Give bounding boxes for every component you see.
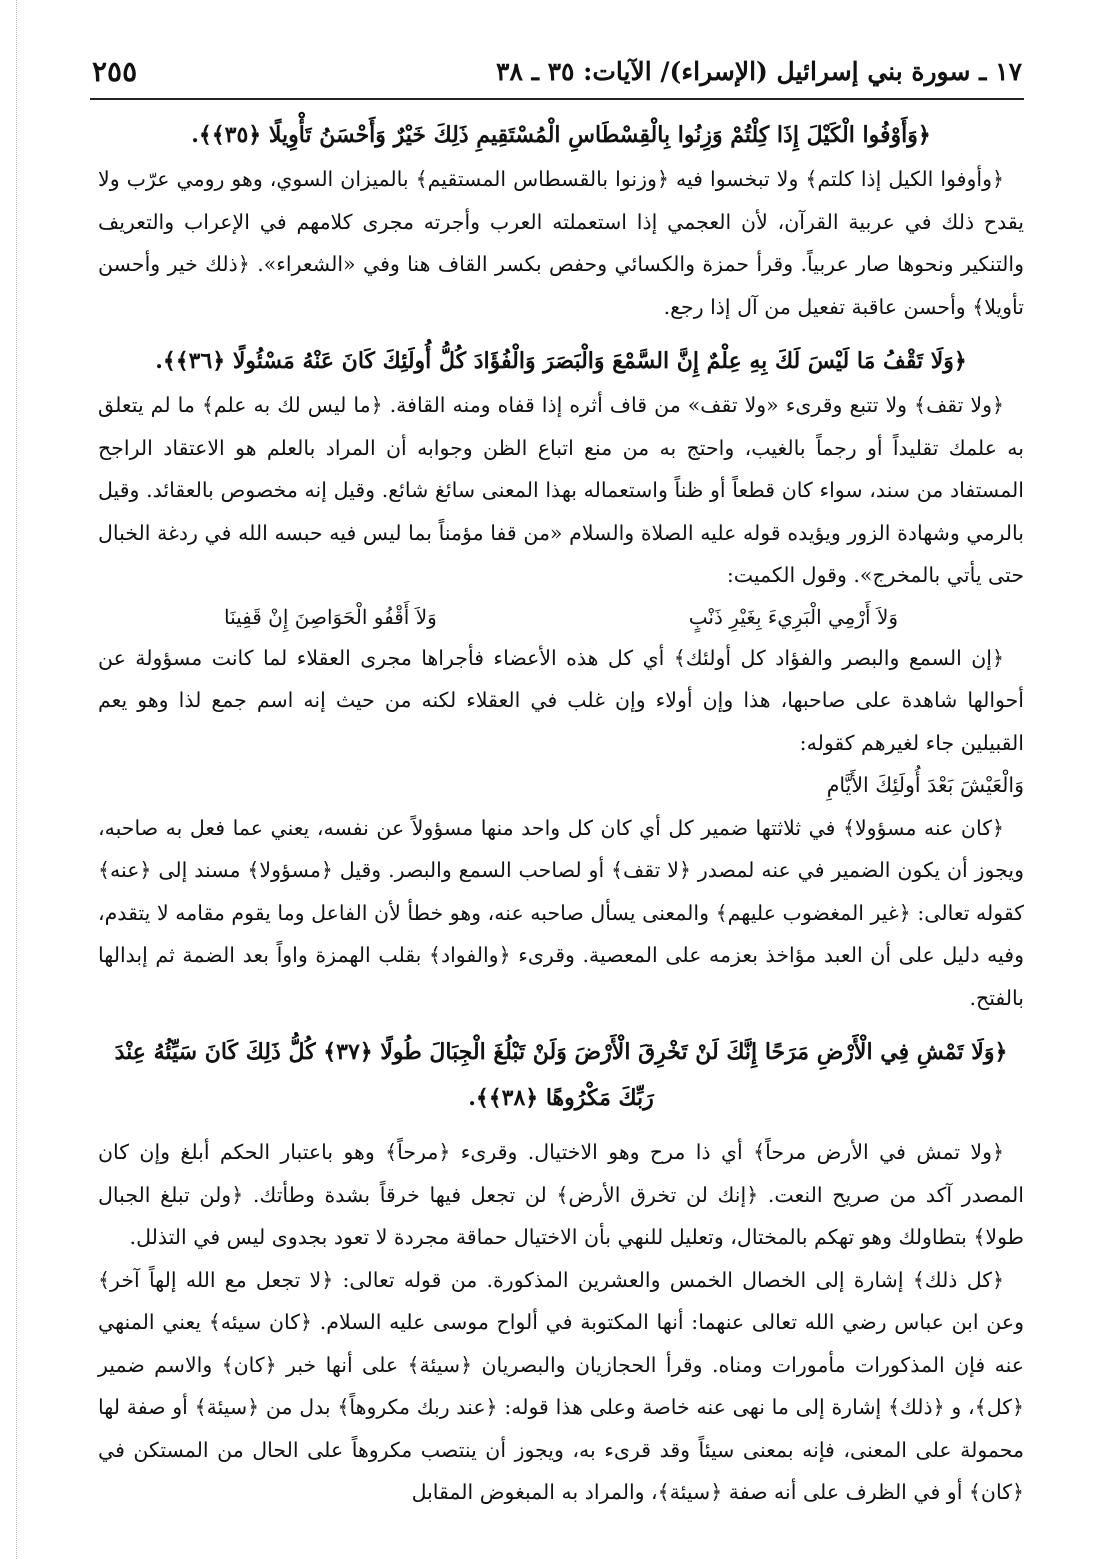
- poem-line: [98, 597, 1024, 637]
- quran-verse-35: ﴿وَأَوْفُوا الْكَيْلَ إِذَا كِلْتُمْ وَزِنُوا بِالْقِسْطَاسِ الْمُسْتَقِيمِ ذَلِكَ خَيْرٌ وَأَحْسَنُ تَأْوِيلًا ﴿٣٥﴾﴾.: [191, 122, 931, 148]
- quran-verse-37-38: ﴿وَلَا تَمْشِ فِي الْأَرْضِ مَرَحًا إِنَّكَ لَنْ تَخْرِقَ الْأَرْضَ وَلَنْ تَبْلُغَ الْجِبَالَ طُولًا ﴿٣٧﴾ كُلُّ ذَلِكَ كَانَ سَيِّئُهُ عِنْدَ رَبِّكَ مَكْرُوهًا ﴿٣٨﴾﴾.: [114, 1039, 1008, 1111]
- poem-hemistich-first: وَلاَ أَرْمِي الْبَرِيءَ بِغَيْرِ ذَنْبٍ: [688, 604, 899, 629]
- quran-verse-36: ﴿وَلَا تَقْفُ مَا لَيْسَ لَكَ بِهِ عِلْمٌ إِنَّ السَّمْعَ وَالْبَصَرَ وَالْفُؤَادَ كُلُّ أُولَئِكَ كَانَ عَنْهُ مَسْئُولًا ﴿٣٦﴾﴾.: [155, 348, 967, 374]
- page-number: ٢٥٥: [92, 54, 138, 88]
- commentary-paragraph: ﴿كان عنه مسؤولا﴾ في ثلاثتها ضمير كل أي كان كل واحد منها مسؤولاً عن نفسه، يعني عما فعل به صاحبه، ويجوز أن يكون الضمير في عنه لمصدر ﴿لا تقف﴾ أو لصاحب السمع والبصر. وقيل ﴿مسؤولا﴾ مسند إلى ﴿عنه﴾ كقوله تعالى: ﴿غير المغضوب عليهم﴾ والمعنى يسأل صاحبه عنه، وهو خطأ لأن الفاعل وما يقوم مقامه لا يتقدم، وفيه دليل على أن العبد مؤاخذ بعزمه على المعصية. وقرىء ﴿والفواد﴾ بقلب الهمزة واواً بعد الضمة ثم إبدالها بالفتح.: [98, 815, 1024, 1010]
- header-rule: [90, 98, 1024, 100]
- commentary-paragraph: ﴿إن السمع والبصر والفؤاد كل أولئك﴾ أي كل هذه الأعضاء فأجراها مجرى العقلاء لما كانت مسؤولة عن أحوالها شاهدة على صاحبها، هذا وإن أولاء وإن غلب في العقلاء لكنه من حيث إنه اسم جمع لذا وهو يعم القبيلين جاء لغيرهم كقوله:: [98, 645, 1024, 755]
- commentary-paragraph: ﴿كل ذلك﴾ إشارة إلى الخصال الخمس والعشرين المذكورة. من قوله تعالى: ﴿لا تجعل مع الله إلهاً آخر﴾ وعن ابن عباس رضي الله تعالى عنهما: أنها المكتوبة في ألواح موسى عليه السلام. ﴿كان سيئه﴾ يعني المنهي عنه فإن المذكورات مأمورات ومناه. وقرأ الحجازيان والبصريان ﴿سيئة﴾ على أنها خبر ﴿كان﴾ والاسم ضمير ﴿كل﴾، و ﴿ذلك﴾ إشارة إلى ما نهى عنه خاصة وعلى هذا قوله: ﴿عند ربك مكروهاً﴾ بدل من ﴿سيئة﴾ أو صفة لها محمولة على المعنى، فإنه بمعنى سيئاً وقد قرىء به، ويجوز أن ينتصب مكروهاً على الحال من المستكن في ﴿كان﴾ أو في الظرف على أنه صفة ﴿سيئة﴾، والمراد به المبغوض المقابل: [98, 1267, 1024, 1504]
- commentary-paragraph: ﴿ولا تقف﴾ ولا تتبع وقرىء «ولا تقف» من قاف أثره إذا قفاه ومنه القافة. ﴿ما ليس لك به علم﴾ ما لم يتعلق به علمك تقليداً أو رجماً بالغيب، واحتج به من منع اتباع الظن وجوابه أن المراد بالعلم هو الاعتقاد الراجح المستفاد من سند، سواء كان قطعاً أو ظناً واستعماله بهذا المعنى سائغ شائع. وقيل إنه مخصوص بالعقائد. وقيل بالرمي وشهادة الزور ويؤيده قوله عليه الصلاة والسلام «من قفا مؤمناً بما ليس فيه حبسه الله في ردغة الخبال حتى يأتي بالمخرج». وقول الكميت:: [98, 393, 1024, 587]
- poem-hemistich-second: وَلاَ أَقْفُو الْحَوَاصِنَ إِنْ قَفِينَا: [223, 604, 437, 629]
- commentary-paragraph: ﴿ولا تمش في الأرض مرحاً﴾ أي ذا مرح وهو الاختيال. وقرىء ﴿مرحاً﴾ وهو باعتبار الحكم أبلغ وإن كان المصدر آكد من صريح النعت. ﴿إنك لن تخرق الأرض﴾ لن تجعل فيها خرقاً بشدة وطأتك. ﴿ولن تبلغ الجبال طولا﴾ بتطاولك وهو تهكم بالمختال، وتعليل للنهي بأن الاختيال حماقة مجردة لا تعود بجدوى ليس في التذلل.: [98, 1140, 1024, 1249]
- quoted-line: وَالْعَيْشَ بَعْدَ أُولَئِكَ الأَيَّامِ: [826, 773, 1024, 797]
- page-body: [98, 112, 1024, 1514]
- scan-edge: [16, 0, 17, 1559]
- running-header: [92, 48, 1022, 94]
- commentary-paragraph: ﴿وأوفوا الكيل إذا كلتم﴾ ولا تبخسوا فيه ﴿وزنوا بالقسطاس المستقيم﴾ بالميزان السوي، وهو رومي عرّب ولا يقدح ذلك في عربية القرآن، لأن العجمي إذا استعملته العرب وأجرته مجرى كلامهم في الإعراب والتعريف والتنكير ونحوها صار عربياً. وقرأ حمزة والكسائي وحفص بكسر القاف هنا وفي «الشعراء». ﴿ذلك خير وأحسن تأويلا﴾ وأحسن عاقبة تفعيل من آل إذا رجع.: [98, 167, 1024, 319]
- header-title: ١٧ ـ سورة بني إسرائيل (الإسراء)/ الآيات: ٣٥ ـ ٣٨: [496, 56, 1022, 86]
